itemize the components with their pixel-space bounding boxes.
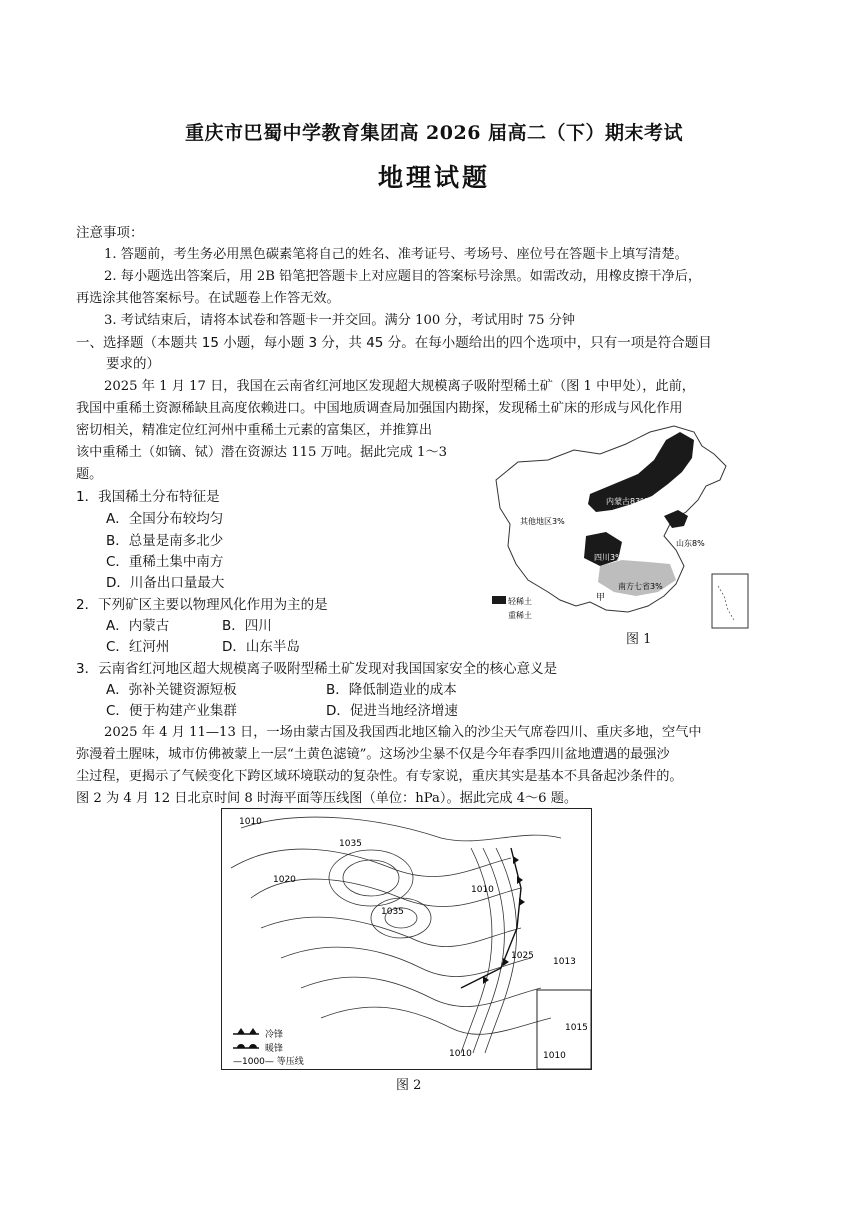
passage-line: 我国中重稀土资源稀缺且高度依赖进口。中国地质调查局加强国内勘探，发现稀土矿床的形成与风化作用: [76, 401, 683, 416]
isobar-label: 1025: [511, 951, 534, 961]
figure-1-map: [488, 424, 756, 632]
passage-line: 2025 年 1 月 17 日，我国在云南省红河地区发现超大规模离子吸附型稀土矿（图 1 中甲处），此前，: [104, 379, 695, 394]
option: B．四川: [222, 618, 272, 634]
passage-line: 该中重稀土（如镝、铽）潜在资源达 115 万吨。据此完成 1～3: [76, 445, 448, 460]
option: D．促进当地经济增速: [326, 703, 458, 719]
isobar-label: 1010: [471, 885, 494, 895]
passage-line: 弥漫着土腥味，城市仿佛被蒙上一层“土黄色滤镜”。这场沙尘暴不仅是今年春季四川盆地遭遇的最强沙: [76, 747, 670, 762]
option: A．内蒙古: [106, 618, 170, 634]
notice-item: 2. 每小题选出答案后，用 2B 铅笔把答题卡上对应题目的答案标号涂黑。如需改动，用橡皮擦干净后，: [104, 269, 702, 284]
figure-1-caption: 图 1: [626, 632, 652, 647]
legend-isobar-label: —1000— 等压线: [233, 1057, 304, 1067]
figure-2-isobar-map: [221, 808, 592, 1070]
legend-light-swatch: [492, 596, 506, 604]
option: A．弥补关键资源短板: [106, 682, 237, 698]
legend-light-label: 轻稀土: [508, 597, 532, 606]
question-stem: 3．云南省红河地区超大规模离子吸附型稀土矿发现对我国国家安全的核心意义是: [76, 661, 558, 677]
option: B．总量是南多北少: [106, 533, 224, 549]
isobar-label: 1010: [449, 1049, 472, 1059]
legend-warm-front-label: 暖锋: [265, 1044, 284, 1054]
notice-item: 1. 答题前，考生务必用黑色碳素笔将自己的姓名、准考证号、考场号、座位号在答题卡上填写清楚。: [104, 247, 688, 262]
subject-title: 地理试题: [377, 163, 490, 192]
label-south: 南方七省3%: [618, 582, 663, 591]
section-heading-cont: 要求的）: [106, 356, 160, 372]
passage-line: 尘过程，更揭示了气候变化下跨区域环境联动的复杂性。有专家说，重庆其实是基本不具备起沙条件的。: [76, 769, 683, 784]
isobar-label: 1013: [553, 957, 576, 967]
option: C．便于构建产业集群: [106, 703, 237, 719]
option: C．红河州: [106, 639, 170, 655]
legend-heavy-label: 重稀土: [508, 611, 532, 620]
passage-line: 图 2 为 4 月 12 日北京时间 8 时海平面等压线图（单位：hPa）。据此完成 4～6 题。: [76, 791, 578, 806]
option: B．降低制造业的成本: [326, 682, 457, 698]
label-shandong: 山东8%: [676, 539, 705, 548]
notice-item: 3. 考试结束后，请将本试卷和答题卡一并交回。满分 100 分，考试用时 75 分钟: [104, 313, 576, 328]
label-others: 其他地区3%: [520, 517, 565, 526]
legend-cold-front-label: 冷锋: [265, 1030, 284, 1040]
option: C．重稀土集中南方: [106, 554, 224, 570]
isobar-label: 1035: [381, 907, 404, 917]
isobar-label: 1015: [565, 1023, 588, 1033]
label-jia: 甲: [596, 593, 606, 603]
isobar-label: 1020: [273, 875, 296, 885]
notice-item: 再选涂其他答案标号。在试题卷上作答无效。: [76, 291, 340, 306]
isobar-label: 1035: [339, 839, 362, 849]
label-sichuan: 四川3%: [594, 553, 623, 562]
question-stem: 1．我国稀土分布特征是: [76, 489, 220, 505]
option: D．山东半岛: [222, 639, 300, 655]
section-heading: 一、选择题（本题共 15 小题，每小题 3 分，共 45 分。在每小题给出的四个选项中，只有一项是符合题目: [76, 335, 712, 351]
passage-line: 密切相关，精准定位红河州中重稀土元素的富集区，并推算出: [76, 423, 433, 438]
passage-line: 题。: [76, 467, 103, 482]
question-stem: 2．下列矿区主要以物理风化作用为主的是: [76, 597, 328, 613]
south-china-sea-inset: [712, 574, 748, 628]
option: D．川备出口量最大: [106, 575, 225, 591]
figure-2-caption: 图 2: [396, 1078, 422, 1093]
passage-line: 2025 年 4 月 11—13 日，一场由蒙古国及我国西北地区输入的沙尘天气席卷四川、重庆多地，空气中: [104, 725, 702, 740]
isobar-label: 1010: [239, 817, 262, 827]
label-inner-mongolia: 内蒙古83%: [606, 497, 648, 506]
exam-title: 重庆市巴蜀中学教育集团高 2026 届高二（下）期末考试: [184, 122, 684, 144]
notice-heading: 注意事项：: [76, 225, 144, 241]
option: A．全国分布较均匀: [106, 511, 224, 527]
isobar-label: 1010: [543, 1051, 566, 1061]
